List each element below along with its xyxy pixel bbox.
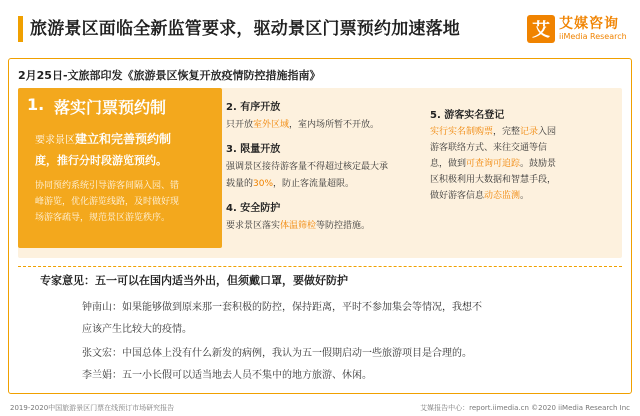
quote-zhang: 张文宏：中国总体上没有什么新发的病例，我认为五一假期启动一些旅游项目是合理的。 [82, 348, 472, 359]
item1-number: 1. [27, 95, 45, 114]
item3-line2: 载量的30%，防止客流量超限。 [226, 179, 355, 189]
item3-line1: 强调景区接待游客量不得超过核定最大承 [226, 162, 389, 172]
quote-li: 李兰娟：五一小长假可以适当地去人员不集中的地方旅游、休闲。 [82, 370, 372, 381]
policy-item-ticket-reservation [18, 88, 222, 248]
item3-title: 3. 限量开放 [226, 144, 281, 155]
quote-zhong-line2: 应该产生比较大的疫情。 [82, 324, 192, 335]
footer-copyright: 艾媒报告中心：report.iimedia.cn ©2020 iiMedia Research Inc [420, 404, 630, 412]
item4-title: 4. 安全防护 [226, 203, 281, 214]
item5-line5: 做好游客信息动态监测。 [430, 191, 530, 201]
policy-panel [18, 88, 622, 258]
logo-text-cn: 艾媒咨询 [559, 16, 619, 32]
item1-line2: 度，推行分时段游览预约。 [35, 154, 167, 167]
policy-col-right [430, 88, 620, 258]
footer [0, 396, 640, 416]
item1-detail3: 场游客疏导，规范景区游览秩序。 [35, 213, 171, 223]
iimedia-logo [527, 14, 627, 44]
item5-line4: 区积极利用大数据和智慧手段， [430, 175, 557, 185]
policy-col-middle [226, 88, 426, 258]
policy-subtitle: 2月25日-文旅部印发《旅游景区恢复开放疫情防控措施指南》 [18, 69, 321, 82]
item1-detail2: 峰游览，优化游览线路，及时做好现 [35, 197, 180, 207]
item5-line3: 息，做到可查询可追踪。鼓励景 [430, 159, 557, 169]
title-accent-bar [18, 16, 23, 42]
item1-detail1: 协同预约系统引导游客间隔入园、错 [35, 181, 180, 191]
expert-opinion-section [18, 262, 622, 390]
item5-line1: 实行实名制购票，完整记录入园 [430, 127, 557, 137]
item1-title: 落实门票预约制 [54, 98, 167, 117]
item5-title: 5. 游客实名登记 [430, 110, 505, 121]
expert-heading: 专家意见：五一可以在国内适当外出，但须戴口罩，要做好防护 [40, 274, 348, 287]
item5-line2: 游客联络方式、来往交通等信 [430, 143, 548, 153]
logo-text-en: iiMedia Research [559, 32, 627, 41]
quote-zhong-line1: 钟南山：如果能够做到原来那一套积极的防控，保持距离，平时不参加集会等情况，我想不 [82, 302, 482, 313]
logo-mark-icon: 艾 [527, 15, 555, 43]
item1-line1: 要求景区建立和完善预约制 [35, 132, 172, 146]
page-title: 旅游景区面临全新监管要求，驱动景区门票预约加速落地 [30, 19, 460, 39]
item2-text: 只开放室外区域，室内场所暂不开放。 [226, 120, 380, 130]
item2-title: 2. 有序开放 [226, 102, 281, 113]
footer-report-title: 2019-2020中国旅游景区门票在线预订市场研究报告 [10, 404, 175, 412]
header [0, 0, 640, 58]
item4-text: 要求景区落实体温筛检等防控措施。 [226, 221, 371, 231]
